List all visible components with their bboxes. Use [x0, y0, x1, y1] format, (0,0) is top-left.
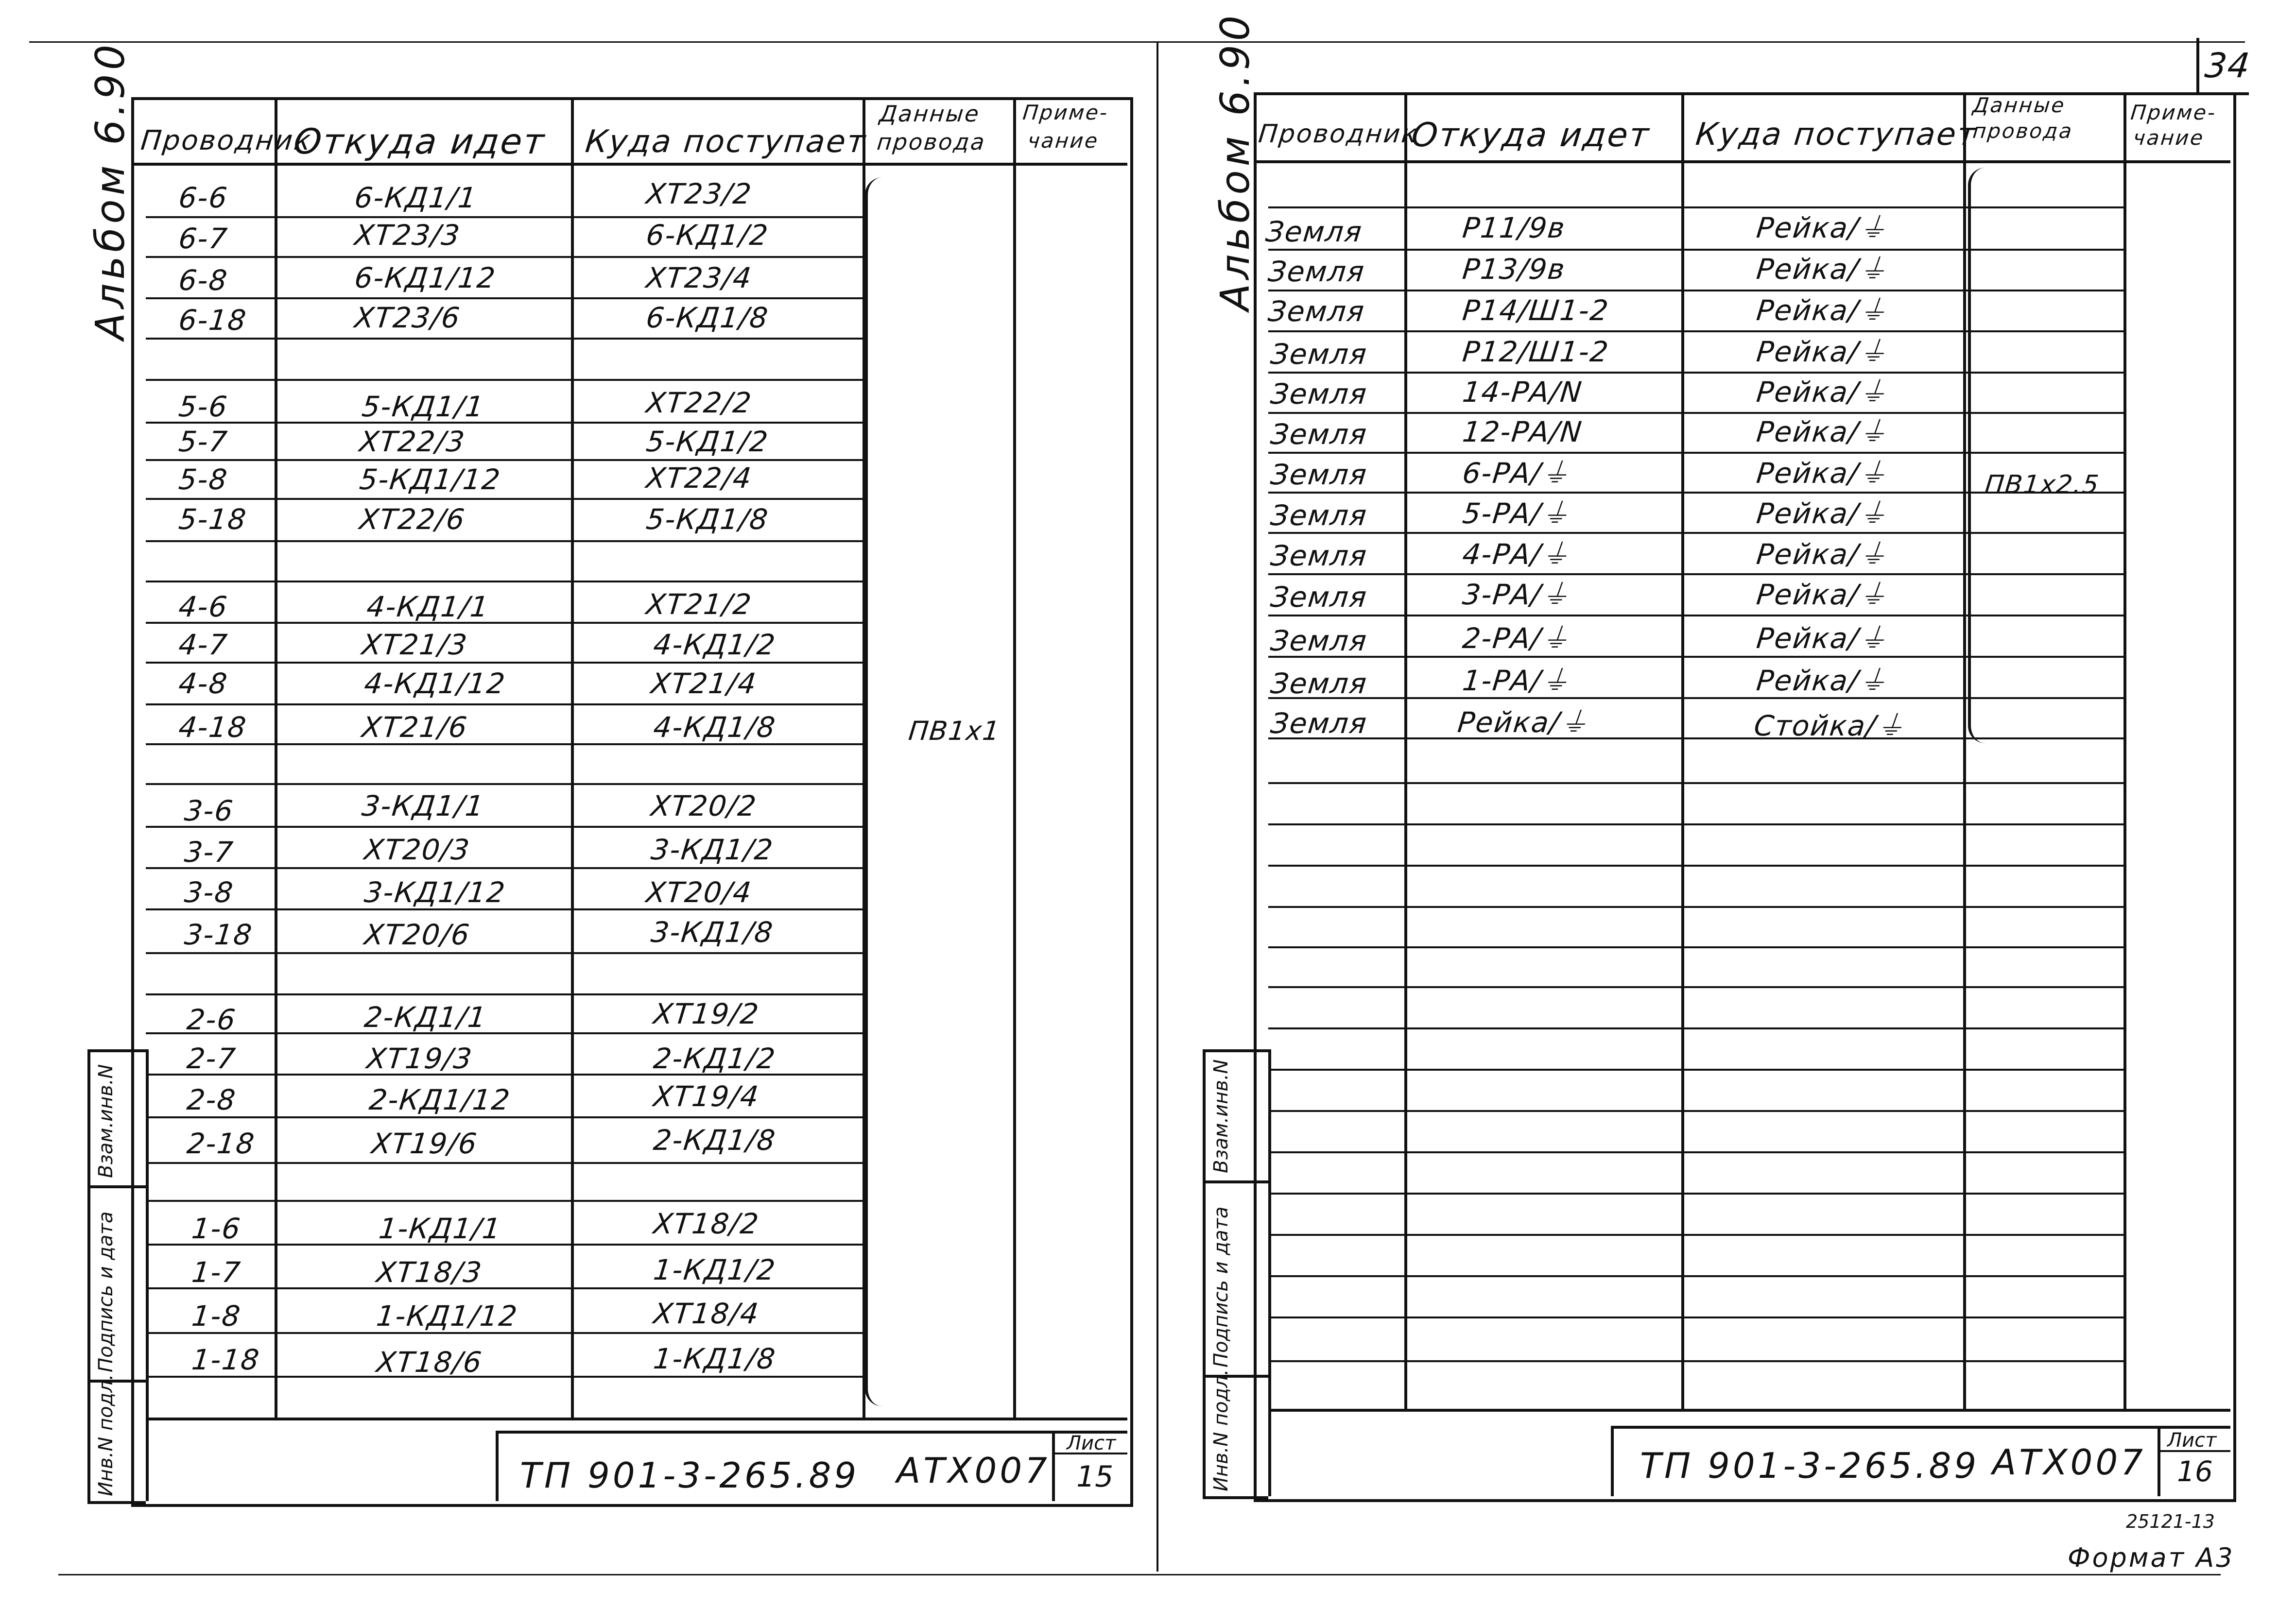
row-rule: [146, 459, 863, 461]
to-cell: ХТ20/4: [644, 876, 754, 909]
to-cell: ХТ23/4: [644, 261, 754, 294]
from-cell: 12-РА/N: [1461, 415, 1584, 448]
row-rule: [1268, 1193, 2123, 1195]
conductor-cell: Земля: [1269, 338, 1369, 371]
from-cell: ХТ18/3: [375, 1256, 484, 1289]
right-doc-code: ТП 901-3-265.89: [1640, 1445, 1980, 1486]
to-cell: 4-КД1/8: [652, 711, 778, 744]
conductor-cell: 2-6: [185, 1003, 238, 1036]
row-rule: [1268, 412, 2123, 414]
row-rule: [146, 297, 863, 299]
to-cell: Рейка/⏚: [1755, 335, 1890, 368]
from-cell: 5-РА/⏚: [1461, 497, 1572, 530]
conductor-cell: Земля: [1269, 539, 1369, 572]
conductor-cell: 5-7: [177, 425, 230, 458]
conductor-cell: 4-6: [177, 590, 230, 623]
to-cell: 5-КД1/2: [644, 425, 771, 458]
row-rule: [1268, 782, 2123, 784]
row-rule: [1268, 823, 2123, 825]
from-cell: Р12/Ш1-2: [1461, 335, 1611, 368]
order-number: 25121-13: [2126, 1511, 2215, 1532]
to-cell: ХТ18/2: [652, 1207, 761, 1240]
left-stamp-sheet-divider: [1052, 1431, 1055, 1501]
row-rule: [1268, 1069, 2123, 1071]
left-doc-code: ТП 901-3-265.89: [520, 1455, 860, 1496]
row-rule: [1268, 206, 2123, 208]
conductor-cell: 1-18: [190, 1343, 262, 1376]
page-edge-top: [29, 41, 2245, 43]
row-rule: [146, 993, 863, 995]
to-cell: 3-КД1/2: [649, 833, 776, 866]
page-edge-bottom: [58, 1574, 2221, 1575]
conductor-cell: 2-18: [185, 1127, 257, 1160]
left-side-stamp-replace: Взам.инв.N: [95, 1064, 117, 1178]
left-side-stamp-bottom: [87, 1501, 146, 1504]
left-side-stamp-top: [87, 1049, 146, 1052]
row-rule: [1268, 1027, 2123, 1029]
right-stamp-left-border: [1611, 1426, 1614, 1496]
to-cell: Рейка/⏚: [1755, 253, 1890, 286]
to-cell: Рейка/⏚: [1755, 578, 1890, 611]
right-header-to: Куда поступает: [1694, 117, 1979, 153]
left-table-end-rule: [146, 1418, 1127, 1420]
right-header-note-1: Приме-: [2129, 101, 2218, 124]
row-rule: [1268, 986, 2123, 988]
to-cell: ХТ20/2: [649, 789, 759, 822]
left-table-frame: [131, 97, 1133, 1507]
conductor-cell: 1-8: [190, 1299, 243, 1333]
right-sheet-label: Лист: [2167, 1429, 2217, 1452]
right-doc-mark: АТХ007: [1992, 1442, 2146, 1483]
format-label: Формат А3: [2068, 1542, 2235, 1573]
row-rule: [1268, 615, 2123, 616]
row-rule: [1268, 1275, 2123, 1277]
conductor-cell: Земля: [1269, 499, 1369, 532]
row-rule: [1268, 1234, 2123, 1236]
left-sheet-number: 15: [1076, 1460, 1114, 1494]
from-cell: ХТ20/6: [363, 918, 472, 951]
conductor-cell: 3-8: [183, 876, 236, 909]
row-rule: [146, 540, 863, 542]
left-side-stamp-inv: Инв.N подл.: [95, 1374, 117, 1496]
row-rule: [146, 783, 863, 785]
to-cell: 6-КД1/2: [644, 219, 771, 252]
to-cell: ХТ22/2: [644, 386, 754, 419]
conductor-cell: 5-8: [177, 463, 230, 496]
conductor-cell: 6-7: [177, 222, 230, 255]
right-table-frame: [1254, 92, 2236, 1502]
to-cell: 1-КД1/8: [652, 1342, 778, 1375]
left-header-to: Куда поступает: [584, 124, 869, 160]
row-rule: [146, 1074, 863, 1076]
from-cell: 1-КД1/1: [377, 1212, 503, 1245]
row-rule: [1268, 946, 2123, 948]
conductor-cell: 6-8: [177, 264, 230, 297]
from-cell: ХТ20/3: [363, 833, 472, 866]
from-cell: 1-КД1/12: [375, 1299, 520, 1333]
from-cell: 4-РА/⏚: [1461, 538, 1572, 571]
from-cell: ХТ19/6: [370, 1127, 479, 1160]
row-rule: [146, 908, 863, 910]
conductor-cell: 4-18: [177, 711, 249, 744]
row-rule: [146, 498, 863, 500]
row-rule: [146, 1244, 863, 1246]
row-rule: [146, 1032, 863, 1034]
row-rule: [146, 662, 863, 664]
to-cell: ХТ23/2: [644, 177, 754, 210]
row-rule: [146, 1287, 863, 1289]
right-header-rule: [1254, 160, 2230, 163]
from-cell: 4-КД1/12: [363, 667, 508, 700]
from-cell: ХТ19/3: [365, 1042, 474, 1075]
row-rule: [146, 422, 863, 424]
conductor-cell: 5-6: [177, 390, 230, 423]
left-stamp-top-border: [496, 1431, 1127, 1434]
row-rule: [1268, 290, 2123, 291]
row-rule: [1268, 1151, 2123, 1153]
conductor-cell: 4-7: [177, 628, 230, 661]
from-cell: ХТ21/6: [360, 711, 469, 744]
left-stamp-left-border: [496, 1431, 499, 1501]
from-cell: 2-РА/⏚: [1461, 622, 1572, 655]
left-col-divider-4: [1013, 97, 1016, 1419]
right-header-wire-data-2: провода: [1971, 119, 2074, 143]
to-cell: ХТ21/2: [644, 588, 754, 621]
to-cell: 5-КД1/8: [644, 503, 771, 536]
right-sheet-number: 16: [2177, 1455, 2213, 1488]
left-header-conductor: Проводник: [139, 125, 314, 156]
from-cell: 6-КД1/12: [353, 261, 498, 294]
right-side-stamp-inner: [1268, 1049, 1271, 1496]
row-rule: [146, 952, 863, 954]
from-cell: 5-КД1/1: [360, 390, 486, 423]
right-header-wire-data-1: Данные: [1971, 93, 2067, 117]
row-rule: [1268, 1110, 2123, 1112]
right-side-stamp-sign: Подпись и дата: [1210, 1206, 1232, 1368]
conductor-cell: 6-18: [177, 304, 249, 337]
to-cell: 4-КД1/2: [652, 628, 778, 661]
left-wire-spec: ПВ1х1: [907, 716, 1002, 746]
conductor-cell: 6-6: [177, 181, 230, 214]
from-cell: ХТ23/6: [353, 301, 462, 334]
from-cell: ХТ23/3: [353, 219, 462, 252]
row-rule: [1268, 452, 2123, 454]
from-cell: Рейка/⏚: [1456, 706, 1591, 739]
row-rule: [146, 1332, 863, 1334]
row-rule: [1268, 697, 2123, 699]
left-header-rule: [131, 163, 1127, 166]
right-header-note-2: чание: [2132, 126, 2206, 150]
right-side-stamp-outer: [1203, 1049, 1206, 1496]
row-rule: [1268, 249, 2123, 251]
from-cell: 2-КД1/12: [367, 1083, 513, 1116]
right-header-conductor: Проводник: [1257, 120, 1420, 149]
left-col-divider-2: [571, 97, 574, 1419]
conductor-cell: Земля: [1266, 295, 1367, 328]
from-cell: ХТ21/3: [360, 628, 469, 661]
conductor-cell: 4-8: [177, 667, 230, 700]
from-cell: ХТ22/6: [358, 503, 467, 536]
to-cell: ХТ19/4: [652, 1080, 761, 1113]
right-stamp-sheet-divider: [2158, 1426, 2160, 1496]
row-rule: [146, 1116, 863, 1118]
to-cell: Рейка/⏚: [1755, 415, 1890, 448]
left-album-label: Альбом 6.90: [87, 40, 134, 340]
right-side-stamp-inv: Инв.N подл.: [1210, 1369, 1232, 1491]
from-cell: ХТ18/6: [375, 1346, 484, 1379]
conductor-cell: Земля: [1269, 624, 1369, 657]
left-wire-brace: [865, 177, 882, 1406]
to-cell: Рейка/⏚: [1755, 294, 1890, 327]
conductor-cell: 2-7: [185, 1042, 238, 1075]
right-side-stamp-bottom: [1203, 1496, 1268, 1499]
to-cell: ХТ18/4: [652, 1297, 761, 1330]
to-cell: Рейка/⏚: [1755, 622, 1890, 655]
row-rule: [146, 867, 863, 869]
right-side-stamp-replace: Взам.инв.N: [1210, 1059, 1232, 1173]
from-cell: 1-РА/⏚: [1461, 664, 1572, 697]
to-cell: Рейка/⏚: [1755, 457, 1890, 490]
from-cell: 14-РА/N: [1461, 376, 1584, 409]
conductor-cell: 2-8: [185, 1083, 238, 1116]
from-cell: 5-КД1/12: [358, 463, 503, 496]
row-rule: [1268, 737, 2123, 739]
row-rule: [1268, 906, 2123, 908]
right-wire-brace: [1968, 168, 1985, 743]
row-rule: [146, 703, 863, 705]
left-side-stamp-outer: [87, 1049, 90, 1501]
from-cell: Р11/9в: [1461, 211, 1567, 244]
row-rule: [1268, 1360, 2123, 1362]
row-rule: [146, 338, 863, 340]
to-cell: Рейка/⏚: [1755, 211, 1890, 244]
conductor-cell: 5-18: [177, 503, 249, 536]
conductor-cell: Земля: [1269, 707, 1369, 740]
to-cell: 3-КД1/8: [649, 916, 776, 949]
row-rule: [146, 826, 863, 828]
from-cell: 3-КД1/1: [360, 789, 486, 822]
row-rule: [146, 743, 863, 745]
conductor-cell: 3-7: [183, 836, 236, 869]
row-rule: [146, 1376, 863, 1378]
from-cell: 2-КД1/1: [363, 1001, 489, 1034]
row-rule: [1268, 573, 2123, 575]
row-rule: [1268, 372, 2123, 374]
conductor-cell: Земля: [1269, 667, 1369, 700]
to-cell: ХТ22/4: [644, 462, 754, 495]
row-rule: [146, 622, 863, 624]
from-cell: 4-КД1/1: [365, 590, 491, 623]
page-number: 34: [2203, 46, 2253, 85]
conductor-cell: Земля: [1269, 458, 1369, 491]
to-cell: Рейка/⏚: [1755, 376, 1890, 409]
from-cell: Р13/9в: [1461, 253, 1567, 286]
row-rule: [146, 1162, 863, 1164]
from-cell: ХТ22/3: [358, 425, 467, 458]
to-cell: 2-КД1/2: [652, 1042, 778, 1075]
right-side-stamp-top: [1203, 1049, 1268, 1052]
row-rule: [146, 216, 863, 218]
conductor-cell: Земля: [1266, 255, 1367, 288]
right-table-end-rule: [1268, 1409, 2230, 1412]
conductor-cell: 1-6: [190, 1212, 243, 1245]
page-center-fold: [1157, 41, 1158, 1572]
left-header-note-2: чание: [1026, 129, 1100, 153]
from-cell: 6-РА/⏚: [1461, 457, 1572, 490]
to-cell: Рейка/⏚: [1755, 497, 1890, 530]
left-sheet-label: Лист: [1067, 1432, 1116, 1454]
row-rule: [1268, 330, 2123, 332]
conductor-cell: Земля: [1269, 581, 1369, 614]
left-header-from: Откуда идет: [292, 121, 548, 162]
row-rule: [146, 256, 863, 258]
left-side-stamp-div-1: [87, 1185, 146, 1188]
left-header-wire-data-1: Данные: [878, 101, 982, 127]
from-cell: 3-РА/⏚: [1461, 578, 1572, 611]
to-cell: 1-КД1/2: [652, 1253, 778, 1286]
left-header-wire-data-2: провода: [876, 129, 987, 155]
to-cell: Стойка/⏚: [1752, 709, 1908, 742]
row-rule: [146, 379, 863, 381]
from-cell: 3-КД1/12: [363, 876, 508, 909]
conductor-cell: 1-7: [190, 1256, 243, 1289]
from-cell: Р14/Ш1-2: [1461, 294, 1611, 327]
row-rule: [1268, 865, 2123, 867]
to-cell: 2-КД1/8: [652, 1124, 778, 1157]
right-album-label: Альбом 6.90: [1212, 11, 1259, 311]
left-header-note-1: Приме-: [1021, 101, 1110, 124]
from-cell: 6-КД1/1: [353, 181, 479, 214]
left-col-divider-1: [275, 97, 277, 1419]
row-rule: [1268, 1316, 2123, 1318]
right-wire-spec: ПВ1х2.5: [1983, 470, 2101, 499]
left-doc-mark: АТХ007: [897, 1450, 1050, 1491]
to-cell: 6-КД1/8: [644, 301, 771, 334]
to-cell: Рейка/⏚: [1755, 538, 1890, 571]
left-side-stamp-sign: Подпись и дата: [95, 1211, 117, 1372]
row-rule: [1268, 656, 2123, 658]
conductor-cell: 3-6: [183, 794, 236, 827]
to-cell: ХТ19/2: [652, 997, 761, 1030]
row-rule: [146, 581, 863, 582]
conductor-cell: Земля: [1269, 418, 1369, 451]
to-cell: ХТ21/4: [649, 667, 759, 700]
right-stamp-top-border: [1611, 1426, 2230, 1429]
row-rule: [146, 1200, 863, 1202]
right-header-from: Откуда идет: [1409, 116, 1652, 154]
conductor-cell: Земля: [1264, 215, 1364, 248]
row-rule: [1268, 532, 2123, 534]
right-col-divider-4: [2123, 92, 2126, 1409]
to-cell: Рейка/⏚: [1755, 664, 1890, 697]
conductor-cell: Земля: [1269, 377, 1369, 410]
conductor-cell: 3-18: [183, 918, 255, 951]
right-side-stamp-div-1: [1203, 1180, 1268, 1183]
